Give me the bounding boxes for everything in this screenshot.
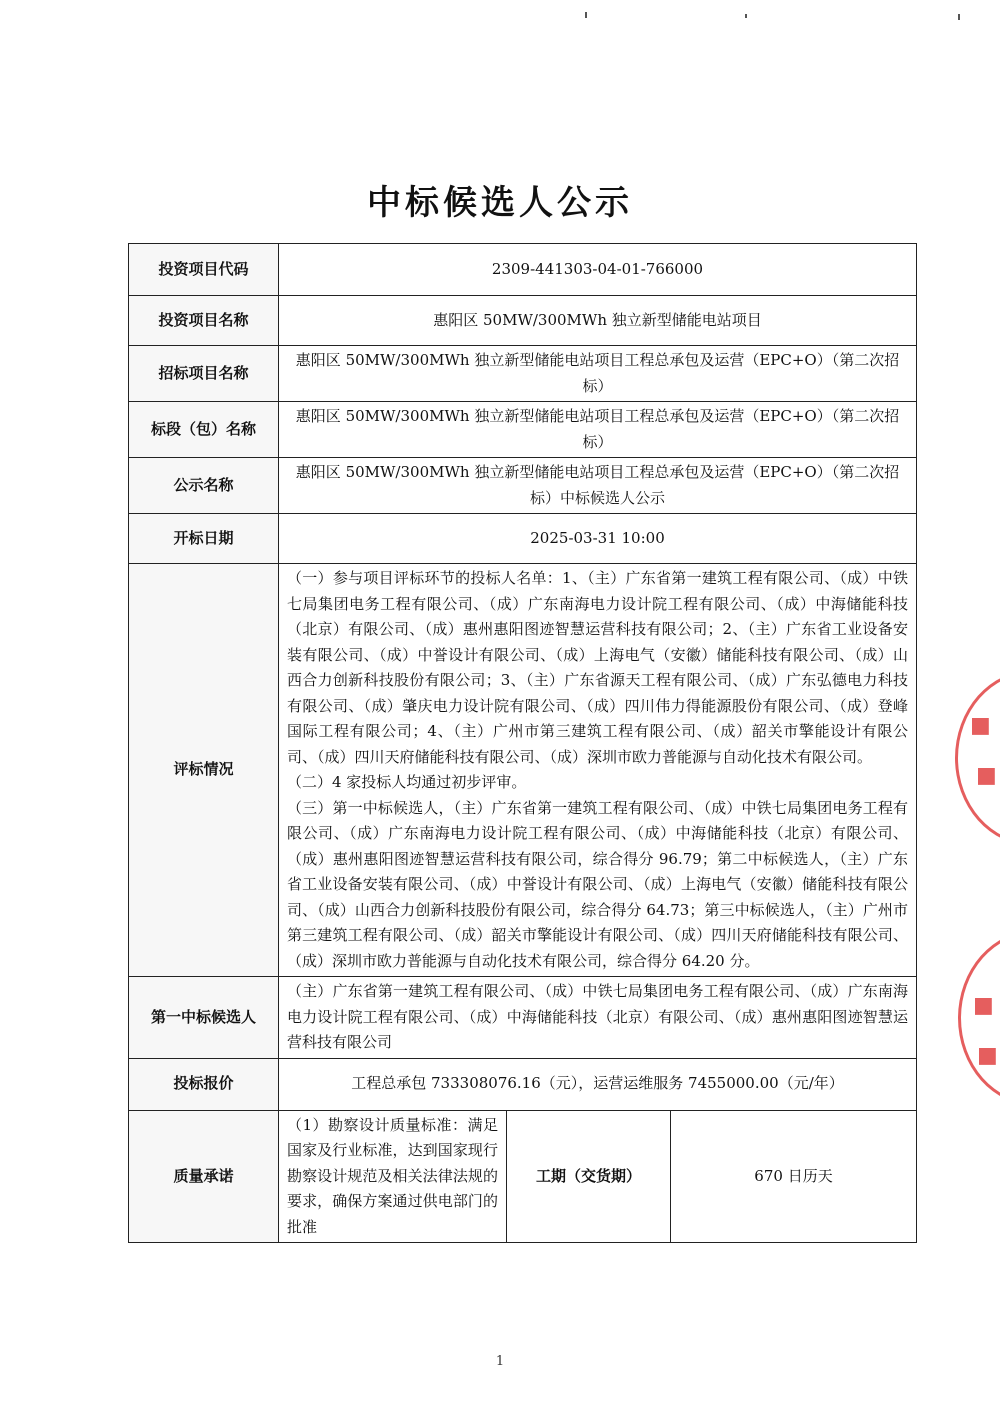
row-project-code <box>129 244 917 296</box>
row-notice-name <box>129 458 917 514</box>
label-tender-name: 招标项目名称 <box>129 346 279 402</box>
label-construction-period: 工期（交货期） <box>507 1110 671 1243</box>
label-section-name: 标段（包）名称 <box>129 402 279 458</box>
value-section-name: 惠阳区 50MW/300MWh 独立新型储能电站项目工程总承包及运营（EPC+O）（第二次招标） <box>279 402 917 458</box>
label-open-date: 开标日期 <box>129 514 279 564</box>
announcement-table <box>128 243 917 1243</box>
label-notice-name: 公示名称 <box>129 458 279 514</box>
label-bid-price: 投标报价 <box>129 1058 279 1110</box>
row-bid-price <box>129 1058 917 1110</box>
label-project-code: 投资项目代码 <box>129 244 279 296</box>
value-construction-period: 670 日历天 <box>671 1110 917 1243</box>
row-project-name <box>129 296 917 346</box>
value-first-candidate: （主）广东省第一建筑工程有限公司、（成）中铁七局集团电务工程有限公司、（成）广东南海电力设计院工程有限公司、（成）中海储能科技（北京）有限公司、（成）惠州惠阳图迹智慧运营科技有限公司 <box>279 977 917 1059</box>
label-quality: 质量承诺 <box>129 1110 279 1243</box>
evaluation-paragraph-3: （三）第一中标候选人，（主）广东省第一建筑工程有限公司、（成）中铁七局集团电务工程有限公司、（成）广东南海电力设计院工程有限公司、（成）中海储能科技（北京）有限公司、（成）惠州惠阳图迹智慧运营科技有限公司，综合得分 96.79；第二中标候选人，（主）广东省工业设备安装有限公司、（成）中誉设计有限公司、（成）上海电气（安徽）储能科技有限公司、（成）山西合力创新科技股份有限公司，综合得分 64.73；第三中标候选人，（主）广州市第三建筑工程有限公司、（成）韶关市擎能设计有限公司、（成）四川天府储能科技有限公司、（成）深圳市欧力普能源与自动化技术有限公司，综合得分 64.20 分。 <box>287 798 909 970</box>
value-project-name: 惠阳区 50MW/300MWh 独立新型储能电站项目 <box>279 296 917 346</box>
label-project-name: 投资项目名称 <box>129 296 279 346</box>
value-project-code: 2309-441303-04-01-766000 <box>279 244 917 296</box>
page-number: 1 <box>495 1354 505 1369</box>
red-seal-stamp-lower: ■ ■ <box>958 930 1000 1106</box>
red-seal-stamp-upper: ■ ■ <box>955 670 1000 846</box>
value-bid-price: 工程总承包 733308076.16（元），运营运维服务 7455000.00（元/年） <box>279 1058 917 1110</box>
value-notice-name: 惠阳区 50MW/300MWh 独立新型储能电站项目工程总承包及运营（EPC+O）（第二次招标）中标候选人公示 <box>279 458 917 514</box>
value-evaluation <box>279 564 917 977</box>
label-first-candidate: 第一中标候选人 <box>129 977 279 1059</box>
row-tender-name <box>129 346 917 402</box>
evaluation-paragraph-1: （一）参与项目评标环节的投标人名单：1、（主）广东省第一建筑工程有限公司、（成）中铁七局集团电务工程有限公司、（成）广东南海电力设计院工程有限公司、（成）中海储能科技（北京）有限公司、（成）惠州惠阳图迹智慧运营科技有限公司；2、（主）广东省工业设备安装有限公司、（成）中誉设计有限公司、（成）上海电气（安徽）储能科技有限公司、（成）山西合力创新科技股份有限公司；3、（主）广东省源天工程有限公司、（成）广东弘德电力科技有限公司、（成）肇庆电力设计院有限公司、（成）四川伟力得能源股份有限公司、（成）登峰国际工程有限公司；4、（主）广州市第三建筑工程有限公司、（成）韶关市擎能设计有限公司、（成）四川天府储能科技有限公司、（成）深圳市欧力普能源与自动化技术有限公司。 <box>287 569 909 766</box>
value-quality: （1）勘察设计质量标准：满足国家及行业标准，达到国家现行勘察设计规范及相关法律法规的要求，确保方案通过供电部门的批准 <box>279 1110 507 1243</box>
evaluation-paragraph-2: （二）4 家投标人均通过初步评审。 <box>287 773 527 791</box>
row-section-name <box>129 402 917 458</box>
value-tender-name: 惠阳区 50MW/300MWh 独立新型储能电站项目工程总承包及运营（EPC+O）（第二次招标） <box>279 346 917 402</box>
page-title: 中标候选人公示 <box>367 183 633 223</box>
value-open-date: 2025-03-31 10:00 <box>279 514 917 564</box>
row-first-candidate <box>129 977 917 1059</box>
label-evaluation: 评标情况 <box>129 564 279 977</box>
row-evaluation <box>129 564 917 977</box>
row-quality <box>129 1110 917 1243</box>
row-open-date <box>129 514 917 564</box>
